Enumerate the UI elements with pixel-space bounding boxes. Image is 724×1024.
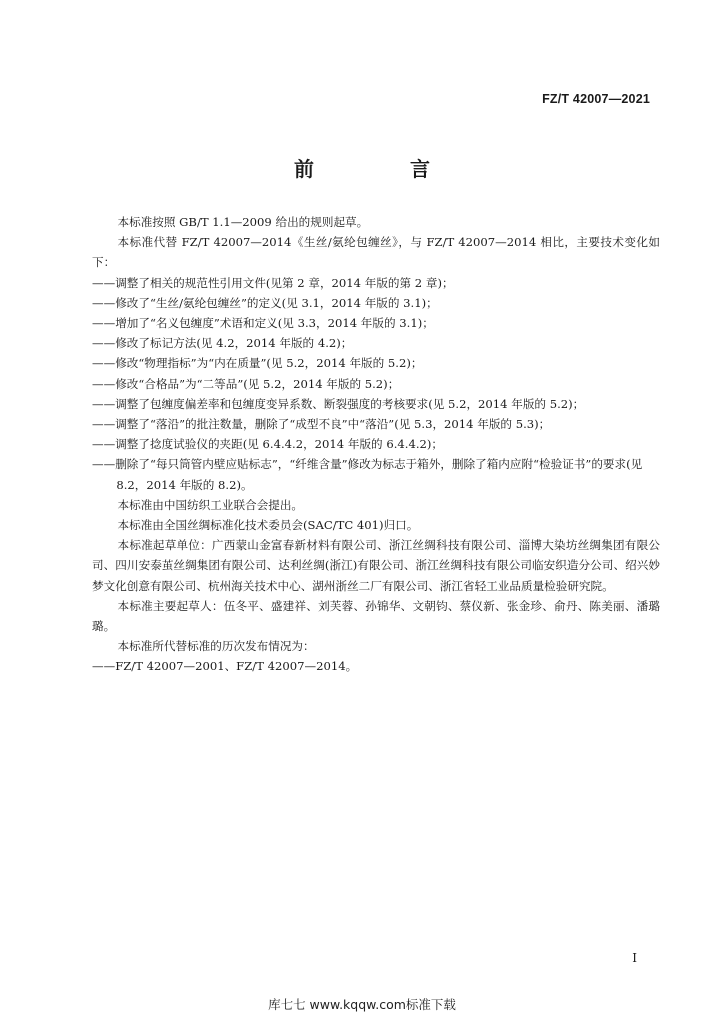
paragraph-jurisdiction: 本标准由全国丝绸标准化技术委员会(SAC/TC 401)归口。 <box>117 518 419 533</box>
footer-watermark: 库七七 www.kqqw.com标准下载 <box>268 997 456 1012</box>
changes-list <box>92 273 660 495</box>
list-item: ——调整了“落沿”的批注数量，删除了“成型不良”中“落沿”(见 5.3，2014 年版的 5.3)； <box>92 417 551 432</box>
paragraph-drafting-units: 本标准起草单位：广西蒙山金富春新材料有限公司、浙江丝绸科技有限公司、淄博大染坊丝绸集团有限公司、四川安泰茧丝绸集团有限公司、达利丝绸(浙江)有限公司、浙江丝绸科技有限公司临安织造分公司、绍兴妙梦文化创意有限公司、杭州海关技术中心、湖州浙丝二厂有限公司、浙江省轻工业品质量检验研究院。 <box>92 538 660 593</box>
page-number: I <box>632 951 637 965</box>
list-item: ——修改“物理指标”为“内在质量”(见 5.2，2014 年版的 5.2)； <box>92 356 423 371</box>
paragraph-history-intro: 本标准所代替标准的历次发布情况为： <box>117 639 315 654</box>
list-item: ——修改了“生丝/氨纶包缠丝”的定义(见 3.1，2014 年版的 3.1)； <box>92 295 438 310</box>
list-item: ——删除了“每只筒管内壁应贴标志”，“纤维含量”修改为标志于箱外，删除了箱内应附“检验证书”的要求(见 8.2，2014 年版的 8.2)。 <box>92 457 643 492</box>
history-item: ——FZ/T 42007—2001、FZ/T 42007—2014。 <box>92 659 358 674</box>
list-item: ——修改“合格品”为“二等品”(见 5.2，2014 年版的 5.2)； <box>92 376 400 391</box>
list-item: ——调整了捻度试验仪的夹距(见 6.4.4.2，2014 年版的 6.4.4.2)； <box>92 437 444 452</box>
list-item: ——调整了相关的规范性引用文件(见第 2 章，2014 年版的第 2 章)； <box>92 275 454 290</box>
standard-code: FZ/T 42007—2021 <box>542 92 650 106</box>
page-title: 前 言 <box>294 157 468 181</box>
paragraph-proposed-by: 本标准由中国纺织工业联合会提出。 <box>117 497 304 512</box>
paragraph-drafters: 本标准主要起草人：伍冬平、盛建祥、刘芙蓉、孙锦华、文朝钧、蔡仪新、张金珍、俞丹、陈美丽、潘璐璐。 <box>92 598 660 634</box>
paragraph-replaces: 本标准代替 FZ/T 42007—2014《生丝/氨纶包缠丝》，与 FZ/T 42007—2014 相比，主要技术变化如下： <box>92 235 660 270</box>
list-item: ——增加了“名义包缠度”术语和定义(见 3.3，2014 年版的 3.1)； <box>92 316 434 331</box>
foreword-body <box>92 212 660 677</box>
list-item: ——修改了标记方法(见 4.2，2014 年版的 4.2)； <box>92 336 353 351</box>
paragraph-drafting-rule: 本标准按照 GB/T 1.1—2009 给出的规则起草。 <box>117 215 369 229</box>
list-item: ——调整了包缠度偏差率和包缠度变异系数、断裂强度的考核要求(见 5.2，2014 年版的 5.2)； <box>92 396 585 411</box>
